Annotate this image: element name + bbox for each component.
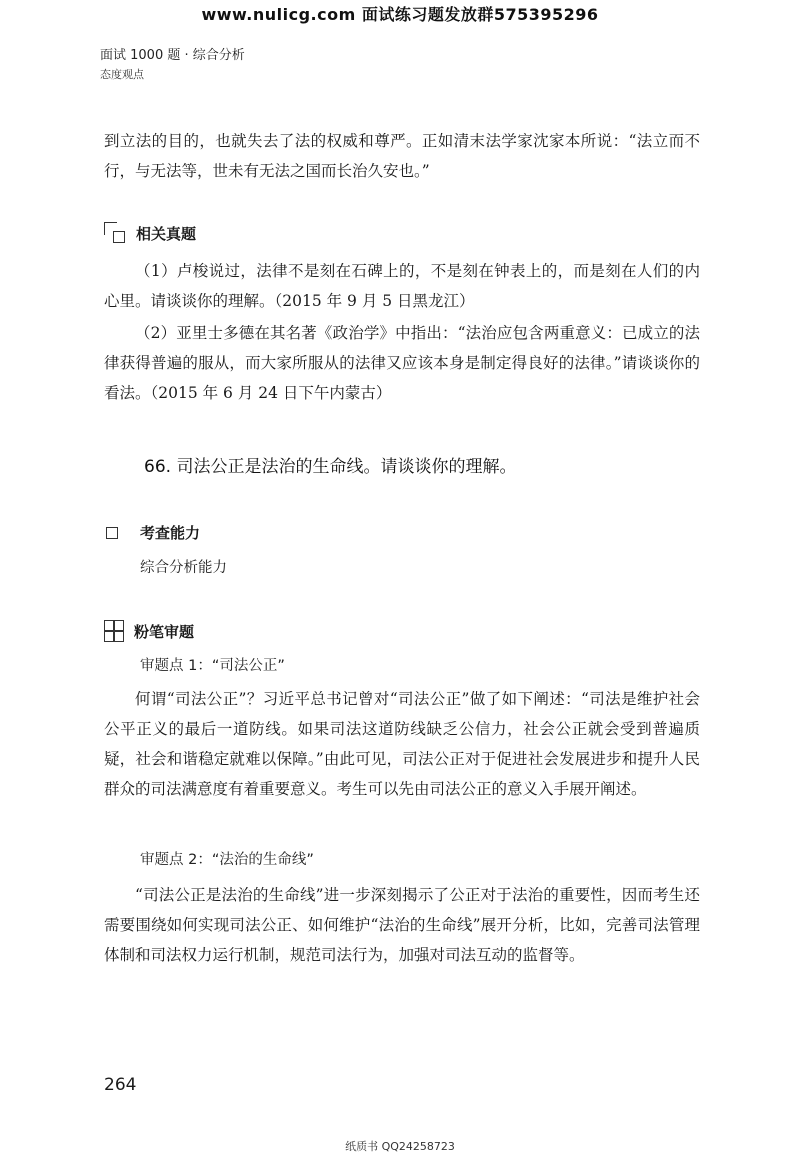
related-heading-text: 相关真题: [136, 224, 197, 243]
square-icon: [106, 527, 118, 539]
related-item-2: （2）亚里士多德在其名著《政治学》中指出：“法治应包含两重意义：已成立的法律获得普遍的服从，而大家所服从的法律又应该本身是制定得良好的法律。”请谈谈你的看法。（2015 年 6 月 24 日下午内蒙古）: [104, 324, 700, 402]
footer-note: 纸质书 QQ24258723: [345, 1140, 455, 1153]
point2-title: 审题点 2：“法治的生命线”: [140, 852, 314, 868]
book-title: 面试 1000 题 · 综合分析: [100, 48, 245, 63]
related-item-1: （1）卢梭说过，法律不是刻在石碑上的，不是刻在钟表上的，而是刻在人们的内心里。请谈谈你的理解。（2015 年 9 月 5 日黑龙江）: [104, 262, 700, 310]
point1-title: 审题点 1：“司法公正”: [140, 658, 285, 674]
fenbi-grid-icon: [104, 620, 124, 642]
intro-paragraph: 到立法的目的，也就失去了法的权威和尊严。正如清末法学家沈家本所说：“法立而不行，与无法等，世未有无法之国而长治久安也。”: [104, 132, 700, 180]
point1-text: 何谓“司法公正”？习近平总书记曾对“司法公正”做了如下阐述：“司法是维护社会公平正义的最后一道防线。如果司法这道防线缺乏公信力，社会公正就会受到普遍质疑，社会和谐稳定就难以保障。”由此可见，司法公正对于促进社会发展进步和提升人民群众的司法满意度有着重要意义。考生可以先由司法公正的意义入手展开阐述。: [104, 690, 700, 798]
ability-section-heading: [104, 522, 200, 543]
analysis-heading-text: 粉笔审题: [134, 622, 195, 641]
chapter-label: 态度观点: [100, 68, 144, 81]
analysis-section-heading: [104, 620, 194, 642]
top-banner: www.nulicg.com 面试练习题发放群575395296: [201, 5, 599, 24]
ability-content: 综合分析能力: [140, 560, 227, 576]
question-title: 66. 司法公正是法治的生命线。请谈谈你的理解。: [144, 457, 517, 477]
related-questions-icon: [104, 222, 126, 244]
related-section-heading: [104, 222, 196, 244]
page-number: 264: [104, 1075, 137, 1095]
ability-heading-text: 考查能力: [140, 524, 201, 542]
point2-text: “司法公正是法治的生命线”进一步深刻揭示了公正对于法治的重要性，因而考生还需要围绕如何实现司法公正、如何维护“法治的生命线”展开分析，比如，完善司法管理体制和司法权力运行机制，规范司法行为，加强对司法互动的监督等。: [104, 886, 700, 964]
